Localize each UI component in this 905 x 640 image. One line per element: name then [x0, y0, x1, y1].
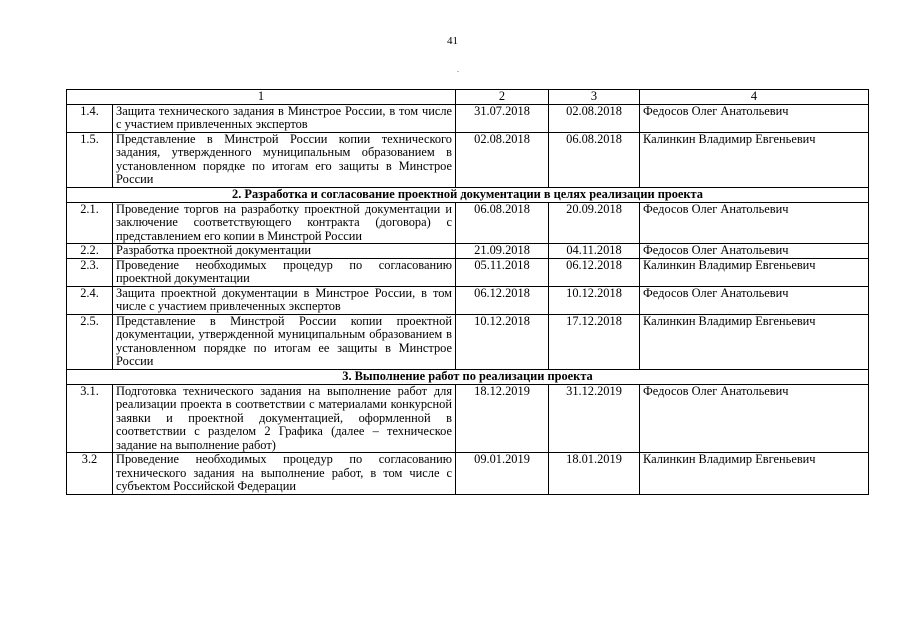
header-cell-4: 4 — [640, 90, 869, 105]
table-row — [67, 453, 869, 495]
header-row — [67, 90, 869, 105]
scan-speck — [457, 71, 459, 72]
table-row — [67, 104, 869, 132]
start-date: 21.09.2018 — [456, 244, 549, 259]
page-number: 41 — [447, 35, 458, 47]
responsible-person: Федосов Олег Анатольевич — [640, 286, 869, 314]
end-date: 18.01.2019 — [549, 453, 640, 495]
start-date: 09.01.2019 — [456, 453, 549, 495]
responsible-person: Федосов Олег Анатольевич — [640, 244, 869, 259]
responsible-person: Калинкин Владимир Евгеньевич — [640, 132, 869, 187]
responsible-person: Федосов Олег Анатольевич — [640, 104, 869, 132]
task-name: Защита проектной документации в Минстрое России, в том числе с участием привлеченных экспертов — [113, 286, 456, 314]
table-row — [67, 202, 869, 244]
row-number: 2.4. — [67, 286, 113, 314]
responsible-person: Федосов Олег Анатольевич — [640, 384, 869, 453]
schedule-table-body — [67, 90, 869, 495]
header-cell-2: 2 — [456, 90, 549, 105]
task-name: Проведение торгов на разработку проектной документации и заключение соответствующего контракта (договора) с представлением его копии в Минстрой России — [113, 202, 456, 244]
row-number: 3.2 — [67, 453, 113, 495]
task-name: Проведение необходимых процедур по согласованию технического задания на выполнение работ, в том числе с субъектом Российской Федерации — [113, 453, 456, 495]
task-name: Подготовка технического задания на выполнение работ для реализации проекта в соответствии с материалами конкурсной заявки и проектной документацией, оформленной в соответствии с разделом 2 Графика (далее – техническое задание на выполнение работ) — [113, 384, 456, 453]
section-row — [67, 369, 869, 384]
responsible-person: Калинкин Владимир Евгеньевич — [640, 453, 869, 495]
table-row — [67, 258, 869, 286]
table-row — [67, 384, 869, 453]
task-name: Представление в Минстрой России копии технического задания, утвержденного муниципальным образованием в установленном порядке по итогам его защиты в Минстрое России — [113, 132, 456, 187]
end-date: 04.11.2018 — [549, 244, 640, 259]
start-date: 06.12.2018 — [456, 286, 549, 314]
responsible-person: Калинкин Владимир Евгеньевич — [640, 314, 869, 369]
task-name: Защита технического задания в Минстрое России, в том числе с участием привлеченных экспертов — [113, 104, 456, 132]
row-number: 1.5. — [67, 132, 113, 187]
responsible-person: Федосов Олег Анатольевич — [640, 202, 869, 244]
header-cell-1: 1 — [67, 90, 456, 105]
section-title: 2. Разработка и согласование проектной документации в целях реализации проекта — [67, 187, 869, 202]
end-date: 06.12.2018 — [549, 258, 640, 286]
row-number: 2.2. — [67, 244, 113, 259]
table-row — [67, 244, 869, 259]
end-date: 17.12.2018 — [549, 314, 640, 369]
task-name: Проведение необходимых процедур по согласованию проектной документации — [113, 258, 456, 286]
end-date: 20.09.2018 — [549, 202, 640, 244]
responsible-person: Калинкин Владимир Евгеньевич — [640, 258, 869, 286]
start-date: 18.12.2019 — [456, 384, 549, 453]
task-name: Разработка проектной документации — [113, 244, 456, 259]
start-date: 06.08.2018 — [456, 202, 549, 244]
row-number: 2.3. — [67, 258, 113, 286]
end-date: 02.08.2018 — [549, 104, 640, 132]
row-number: 2.5. — [67, 314, 113, 369]
table-row — [67, 132, 869, 187]
row-number: 1.4. — [67, 104, 113, 132]
table-row — [67, 314, 869, 369]
schedule-table — [66, 89, 869, 495]
header-cell-3: 3 — [549, 90, 640, 105]
start-date: 02.08.2018 — [456, 132, 549, 187]
start-date: 10.12.2018 — [456, 314, 549, 369]
task-name: Представление в Минстрой России копии проектной документации, утвержденной муниципальным образованием в установленном порядке по итогам ее защиты в Минстрое России — [113, 314, 456, 369]
end-date: 10.12.2018 — [549, 286, 640, 314]
end-date: 31.12.2019 — [549, 384, 640, 453]
section-row — [67, 187, 869, 202]
table-row — [67, 286, 869, 314]
row-number: 2.1. — [67, 202, 113, 244]
section-title: 3. Выполнение работ по реализации проекта — [67, 369, 869, 384]
start-date: 05.11.2018 — [456, 258, 549, 286]
start-date: 31.07.2018 — [456, 104, 549, 132]
row-number: 3.1. — [67, 384, 113, 453]
end-date: 06.08.2018 — [549, 132, 640, 187]
